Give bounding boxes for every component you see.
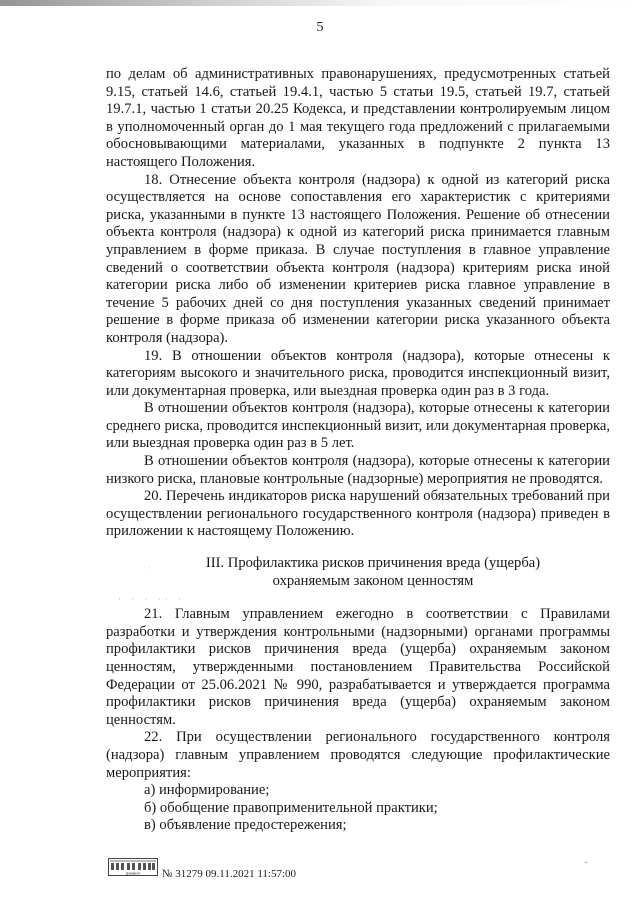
- paragraph-22: 22. При осуществлении регионального государственного контроля (надзора) главным управлением проводятся следующие профилактические мероприятия:: [106, 729, 610, 781]
- list-item-b: б) обобщение правоприменительной практики;: [144, 799, 438, 816]
- stamp-label: Документ: [125, 871, 141, 876]
- paragraph-continuation: по делам об административных правонарушениях, предусмотренных статьей 9.15, статьей 14.6, статьей 19.4.1, частью 5 статьи 19.5, статьей 19.7, статьей 19.7.1, частью 1 статьи 20.25 Кодекса, и представлении контролируемым лицом в уполномоченный орган до 1 мая текущего года предложений с прилагаемыми обосновывающими материалами, указанных в подпункте 2 пункта 13 настоящего Положения.: [106, 66, 610, 170]
- list-item-a: а) информирование;: [144, 782, 270, 799]
- section-heading-line-1: III. Профилактика рисков причинения вреда (ущерба): [205, 555, 541, 572]
- section-heading-line-2: охраняемым законом ценностям: [272, 572, 474, 589]
- paragraph-18: 18. Отнесение объекта контроля (надзора) к одной из категорий риска осуществляется на основе сопоставления его характеристик с критериями риска, указанными в пункте 13 настоящего Положения. Решение об отнесении объекта контроля (надзора) к одной из категорий риска принимается главным управлением в форме приказа. В случае поступления в главное управление сведений о соответствии объекта контроля (надзора) критериям риска иной категории риска либо об изменении критериев риска главное управление в течение 5 рабочих дней со дня поступления указанных сведений принимает решение в форме приказа об изменении категории риска указанного объекта контроля (надзора).: [106, 171, 610, 346]
- document-stamp-icon: [108, 858, 158, 876]
- list-item-c: в) объявление предостережения;: [144, 817, 347, 834]
- scan-artifact: ·: [148, 563, 151, 573]
- scan-artifact-mark: ·: [584, 855, 588, 869]
- paragraph-19-medium-risk: В отношении объектов контроля (надзора), которые отнесены к категории среднего риска, проводится инспекционный визит, или документарная проверка, или выездная проверка один раз в 5 лет.: [106, 400, 610, 452]
- scan-artifact-row: · · · ·· ·: [118, 594, 185, 604]
- page-number: 5: [316, 20, 324, 35]
- paragraph-21: 21. Главным управлением ежегодно в соответствии с Правилами разработки и утверждения контрольными (надзорными) органами программы профилактики рисков причинения вреда (ущерба) охраняемым законом ценностям, утвержденными постановлением Правительства Российской Федерации от 25.06.2021 № 990, разрабатывается и утверждается программа профилактики рисков причинения вреда (ущерба) охраняемым законом ценностям.: [106, 606, 610, 728]
- registration-number: № 31279 09.11.2021 11:57:00: [162, 868, 297, 880]
- scan-top-edge: [0, 0, 640, 6]
- document-body: [106, 66, 610, 835]
- section-heading: [106, 555, 610, 590]
- paragraph-19-low-risk: В отношении объектов контроля (надзора), которые отнесены к категории низкого риска, плановые контрольные (надзорные) мероприятия не проводятся.: [106, 453, 610, 487]
- paragraph-19: 19. В отношении объектов контроля (надзора), которые отнесены к категориям высокого и значительного риска, проводится инспекционный визит, или документарная проверка, или выездная проверка один раз в 3 года.: [106, 347, 610, 399]
- paragraph-20: 20. Перечень индикаторов риска нарушений обязательных требований при осуществлении регионального государственного контроля (надзора) приведен в приложении к настоящему Положению.: [106, 488, 610, 540]
